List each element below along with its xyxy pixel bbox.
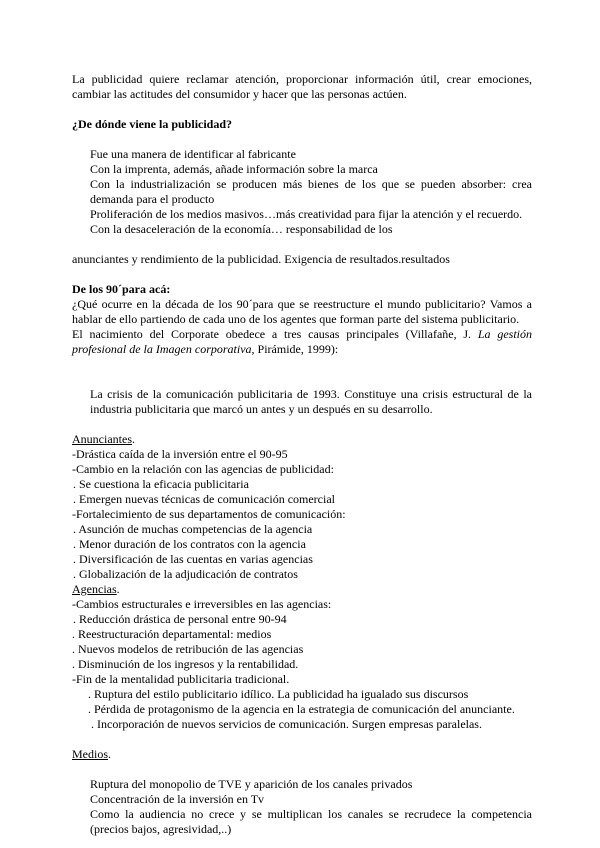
list-item: -Drástica caída de la inversión entre el 90-95 bbox=[72, 447, 288, 461]
list-item: Fue una manera de identificar al fabricante bbox=[90, 147, 296, 161]
list-item: . Reestructuración departamental: medios bbox=[72, 627, 272, 641]
medios-title: Medios bbox=[72, 747, 108, 761]
list-item: . Emergen nuevas técnicas de comunicación comercial bbox=[73, 492, 335, 506]
corporate-text-end: , Pirámide, 1999): bbox=[251, 342, 339, 356]
medios-list bbox=[72, 777, 532, 837]
list-item: . Reducción drástica de personal entre 90-94 bbox=[73, 612, 287, 626]
heading-period: . bbox=[131, 432, 135, 446]
list-item: . Nuevos modelos de retribución de las agencias bbox=[72, 642, 304, 656]
list-item: . Se cuestiona la eficacia publicitaria bbox=[73, 477, 249, 491]
agencias-list bbox=[72, 597, 532, 732]
book-title: La gestión profesional de la Imagen corporativa bbox=[72, 327, 532, 356]
list-item: . Menor duración de los contratos con la agencia bbox=[73, 537, 306, 551]
list-item: -Cambios estructurales e irreversibles en las agencias: bbox=[72, 597, 332, 611]
anunciantes-title: Anunciantes bbox=[72, 432, 132, 446]
list-item: Proliferación de los medios masivos…más creatividad para fijar la atención y el recuerdo. bbox=[90, 207, 523, 221]
medios-heading bbox=[72, 747, 532, 762]
list-item: . Asunción de muchas competencias de la agencia bbox=[73, 522, 313, 536]
anunciantes-heading bbox=[72, 432, 532, 447]
list-item: Con la industrialización se producen más bienes de los que se pueden absorber: crea demanda para el producto bbox=[90, 177, 532, 206]
list-item: -Fortalecimiento de sus departamentos de comunicación: bbox=[72, 507, 346, 521]
list-item: . Incorporación de nuevos servicios de comunicación. Surgen empresas paralelas. bbox=[91, 717, 482, 731]
list-item: Como la audiencia no crece y se multiplican los canales se recrudece la competencia (precios bajos, agresividad,..) bbox=[90, 807, 532, 836]
section1-continuation: anunciantes y rendimiento de la publicidad. Exigencia de resultados.resultados bbox=[72, 252, 450, 266]
list-item: . Diversificación de las cuentas en varias agencias bbox=[73, 552, 313, 566]
list-item: Ruptura del monopolio de TVE y aparición de los canales privados bbox=[90, 777, 413, 791]
list-item: Con la imprenta, además, añade información sobre la marca bbox=[90, 162, 378, 176]
section1-heading: ¿De dónde viene la publicidad? bbox=[72, 117, 233, 131]
heading-period: . bbox=[116, 582, 120, 596]
agencias-title: Agencias bbox=[72, 582, 117, 596]
crisis-quote: La crisis de la comunicación publicitaria de 1993. Constituye una crisis estructural de la industria publicitaria que marcó un antes y un después en su desarrollo. bbox=[90, 387, 532, 416]
anunciantes-list bbox=[72, 447, 532, 582]
corporate-paragraph bbox=[72, 327, 532, 357]
list-item: -Fin de la mentalidad publicitaria tradicional. bbox=[72, 672, 290, 686]
list-item: . Disminución de los ingresos y la rentabilidad. bbox=[72, 657, 299, 671]
list-item: Concentración de la inversión en Tv bbox=[90, 792, 265, 806]
agencias-heading bbox=[72, 582, 532, 597]
section1-list bbox=[72, 147, 532, 237]
intro-paragraph: La publicidad quiere reclamar atención, proporcionar información útil, crear emociones, cambiar las actitudes del consumidor y hacer que las personas actúen. bbox=[72, 72, 532, 101]
list-item: . Ruptura del estilo publicitario idílico. La publicidad ha igualado sus discursos bbox=[88, 687, 469, 701]
list-item: . Globalización de la adjudicación de contratos bbox=[73, 567, 298, 581]
corporate-text-start: El nacimiento del Corporate obedece a tres causas principales (Villafañe, J. bbox=[72, 327, 478, 341]
section2-paragraph: ¿Qué ocurre en la década de los 90´para que se reestructure el mundo publicitario? Vamos a hablar de ello partiendo de cada uno de los agentes que forman parte del sistema publicitario. bbox=[72, 297, 532, 326]
heading-period: . bbox=[108, 747, 111, 761]
list-item: -Cambio en la relación con las agencias de publicidad: bbox=[72, 462, 334, 476]
list-item: . Pérdida de protagonismo de la agencia en la estrategia de comunicación del anunciante. bbox=[88, 702, 515, 716]
section2-heading: De los 90´para acá: bbox=[72, 282, 171, 296]
list-item: Con la desaceleración de la economía… responsabilidad de los bbox=[90, 222, 393, 236]
document-page bbox=[72, 72, 532, 837]
